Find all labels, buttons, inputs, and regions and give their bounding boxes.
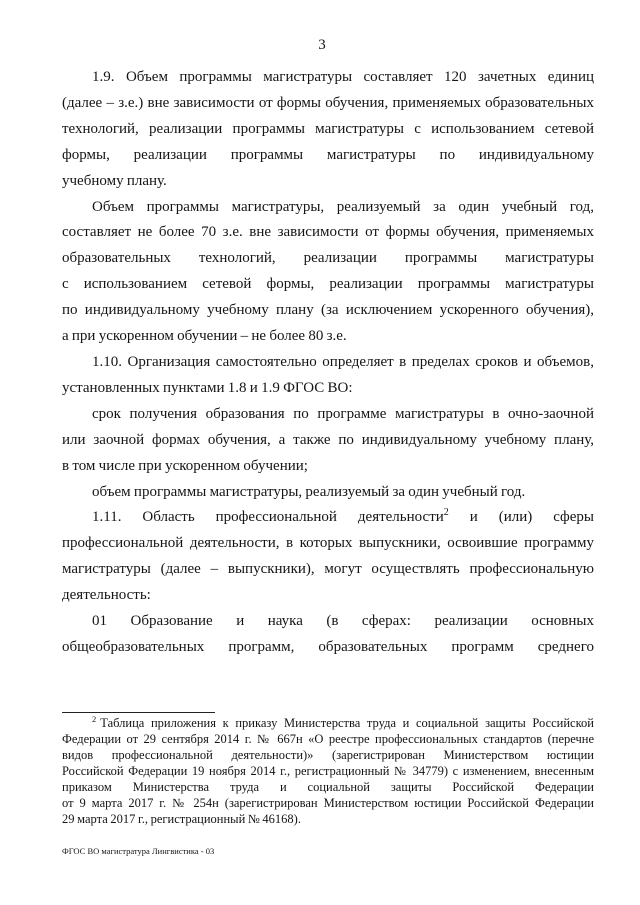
text-line: формы, реализации программы магистратуры по индивидуальному xyxy=(62,146,594,163)
text-line: 1.9. Объем программы магистратуры составляет 120 зачетных единиц xyxy=(92,69,594,85)
text-segment: 1.11. Область профессиональной деятельности xyxy=(92,509,444,526)
footnote-line: от 9 марта 2017 г. № 254н (зарегистрирован Министерством юстиции Российской Федерации xyxy=(62,796,594,810)
text-line: (далее – з.е.) вне зависимости от формы обучения, применяемых образовательных xyxy=(62,94,594,111)
text-line: по индивидуальному учебному плану (за исключением ускоренного обучения), xyxy=(62,302,594,319)
text-line: 01 Образование и наука (в сферах: реализации основных xyxy=(92,613,594,630)
text-line: а при ускоренном обучении – не более 80 з.е. xyxy=(62,328,347,345)
paragraph-1-10 xyxy=(62,350,594,402)
text-line xyxy=(62,505,594,531)
text-line: срок получения образования по программе магистратуры в очно-заочной xyxy=(92,405,594,422)
page-footer: ФГОС ВО магистратура Лингвистика - 03 xyxy=(62,846,215,856)
text-line: 1.10. Организация самостоятельно определяет в пределах сроков и объемов, xyxy=(92,353,594,370)
footnote-line: Российской Федерации 19 ноября 2014 г., регистрационный № 34779) с изменением, внесенным xyxy=(62,764,594,778)
list-item-annual-volume xyxy=(62,480,594,506)
footnote-marker: 2 xyxy=(92,713,97,724)
footnote-line: Федерации от 29 сентября 2014 г. № 667н «О реестре профессиональных стандартов (перечне xyxy=(62,732,594,746)
text-line: образовательных технологий, реализации программы магистратуры xyxy=(62,250,594,267)
text-line: или заочной формах обучения, а также по индивидуальному учебному плану, xyxy=(62,431,594,448)
text-line: деятельность: xyxy=(62,587,151,604)
text-line: объем программы магистратуры, реализуемый за один учебный год. xyxy=(92,483,526,500)
text-line: учебному плану. xyxy=(62,172,167,189)
page-number: 3 xyxy=(318,37,326,53)
text-line: магистратуры (далее – выпускники), могут осуществлять профессиональную xyxy=(62,561,594,578)
footnote-line: 29 марта 2017 г., регистрационный № 46168). xyxy=(62,812,301,826)
text-segment: Таблица приложения к приказу Министерства труда и социальной защиты Российской xyxy=(100,716,594,730)
text-line: Объем программы магистратуры, реализуемый за один учебный год, xyxy=(92,198,594,215)
paragraph-1-9 xyxy=(62,65,594,195)
footnote-line: приказом Министерства труда и социальной защиты Российской Федерации xyxy=(62,780,594,794)
list-item-study-period xyxy=(62,402,594,480)
text-line: с использованием сетевой формы, реализации программы магистратуры xyxy=(62,276,594,293)
list-item-01-education xyxy=(62,609,594,661)
text-segment: и (или) сферы xyxy=(448,509,594,526)
text-line: общеобразовательных программ, образовательных программ среднего xyxy=(62,638,594,655)
text-line: технологий, реализации программы магистратуры с использованием сетевой xyxy=(62,120,594,137)
paragraph-annual-volume xyxy=(62,195,594,350)
footnote-line xyxy=(62,715,594,731)
footnote-reference: 2 xyxy=(443,507,449,519)
footnote-line: видов профессиональной деятельности)» (зарегистрирован Министерством юстиции xyxy=(62,748,594,762)
text-line: профессиональной деятельности, в которых выпускники, освоившие программу xyxy=(62,535,594,552)
text-line: установленных пунктами 1.8 и 1.9 ФГОС ВО: xyxy=(62,379,353,396)
footnote-separator xyxy=(62,712,215,713)
main-text xyxy=(62,65,594,661)
text-line: в том числе при ускоренном обучении; xyxy=(62,457,308,474)
paragraph-1-11 xyxy=(62,505,594,609)
text-line: составляет не более 70 з.е. вне зависимости от формы обучения, применяемых xyxy=(62,224,594,241)
footnote xyxy=(62,715,594,827)
